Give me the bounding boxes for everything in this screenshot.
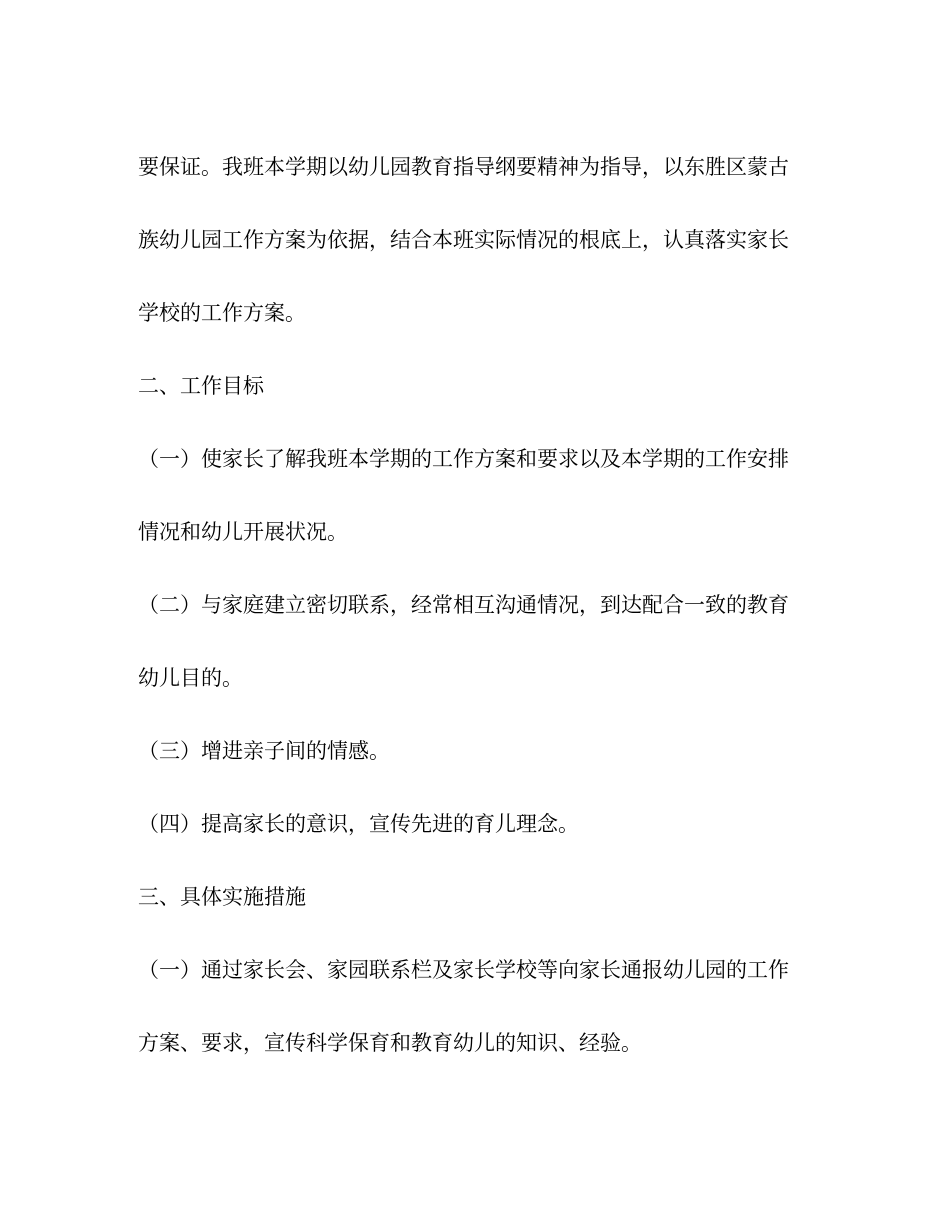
text-line-12: （一）通过家长会、家园联系栏及家长学校等向家长通报幼儿园的工作 [138,958,789,982]
text-line-5: （一）使家长了解我班本学期的工作方案和要求以及本学期的工作安排 [138,447,789,471]
text-line-7: （二）与家庭建立密切联系，经常相互沟通情况，到达配合一致的教育 [138,593,789,617]
document-body [138,131,818,1080]
text-line-13: 方案、要求，宣传科学保育和教育幼儿的知识、经验。 [138,1031,642,1055]
text-line-8: 幼儿目的。 [138,666,243,690]
text-line-10: （四）提高家长的意识，宣传先进的育儿理念。 [138,812,579,836]
text-line-3: 学校的工作方案。 [138,301,306,325]
text-line-2: 族幼儿园工作方案为依据，结合本班实际情况的根底上，认真落实家长 [138,228,789,252]
section-heading-goals: 二、工作目标 [138,374,264,398]
text-line-6: 情况和幼儿开展状况。 [138,520,348,544]
text-line-9: （三）增进亲子间的情感。 [138,739,390,763]
text-line-1: 要保证。我班本学期以幼儿园教育指导纲要精神为指导，以东胜区蒙古 [138,155,789,179]
section-heading-measures: 三、具体实施措施 [138,885,306,909]
